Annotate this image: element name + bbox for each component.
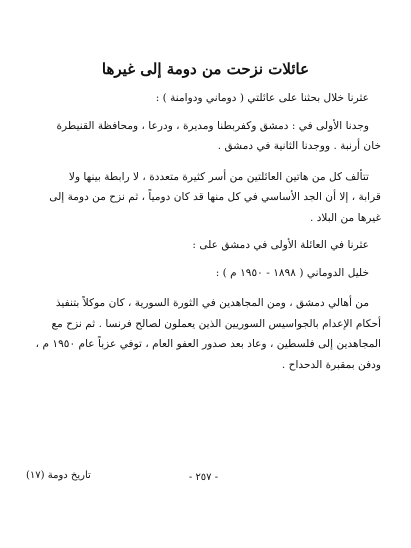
paragraph-4-line-2: أحكام الإعدام بالجواسيس السوريين الذين يعملون لصالح فرنسا . ثم نزح مع	[51, 317, 381, 330]
paragraph-4-line-1: من أهالي دمشق ، ومن المجاهدين في الثورة السورية ، كان موكلاً بتنفيذ	[55, 297, 369, 309]
paragraph-3: عثرنا في العائلة الأولى في دمشق على :	[192, 239, 369, 251]
page-number: - ٢٥٧ -	[188, 472, 219, 483]
paragraph-2-line-1: تتألف كل من هاتين العائلتين من أسر كثيرة متعددة ، لا رابطة بينها ولا	[68, 170, 369, 183]
page-title: عائلات نزحت من دومة إلى غيرها	[101, 60, 310, 78]
page-footer	[26, 470, 381, 488]
person-heading: خليل الدوماني ( ١٨٩٨ - ١٩٥٠ م ) :	[215, 266, 369, 279]
paragraph-2-line-3: غيرها من البلاد .	[309, 211, 381, 224]
running-title: تاريخ دومة (١٧)	[26, 470, 91, 481]
paragraph-2-line-2: قرابة ، إلا أن الجد الأساسي في كل منها قد كان دومياً ، ثم نزح من دومة إلى	[49, 191, 381, 203]
paragraph-1-line-1: وجدنا الأولى في : دمشق وكفربطنا ومديرة ، ودرعا ، ومحافظة القنيطرة	[56, 119, 369, 132]
intro-line: عثرنا خلال بحثنا على عائلتي ( دوماني ودوامنة ) :	[155, 92, 369, 104]
document-body	[26, 88, 381, 375]
paragraph-1-line-2: خان أرنبة . ووجدنا الثانية في دمشق .	[217, 140, 381, 152]
paragraph-4-line-4: ودفن بمقبرة الدحداح .	[281, 358, 381, 371]
paragraph-4-line-3: المجاهدين إلى فلسطين ، وعاد بعد صدور العفو العام ، توفي عزباً عام ١٩٥٠ م ،	[35, 338, 381, 350]
